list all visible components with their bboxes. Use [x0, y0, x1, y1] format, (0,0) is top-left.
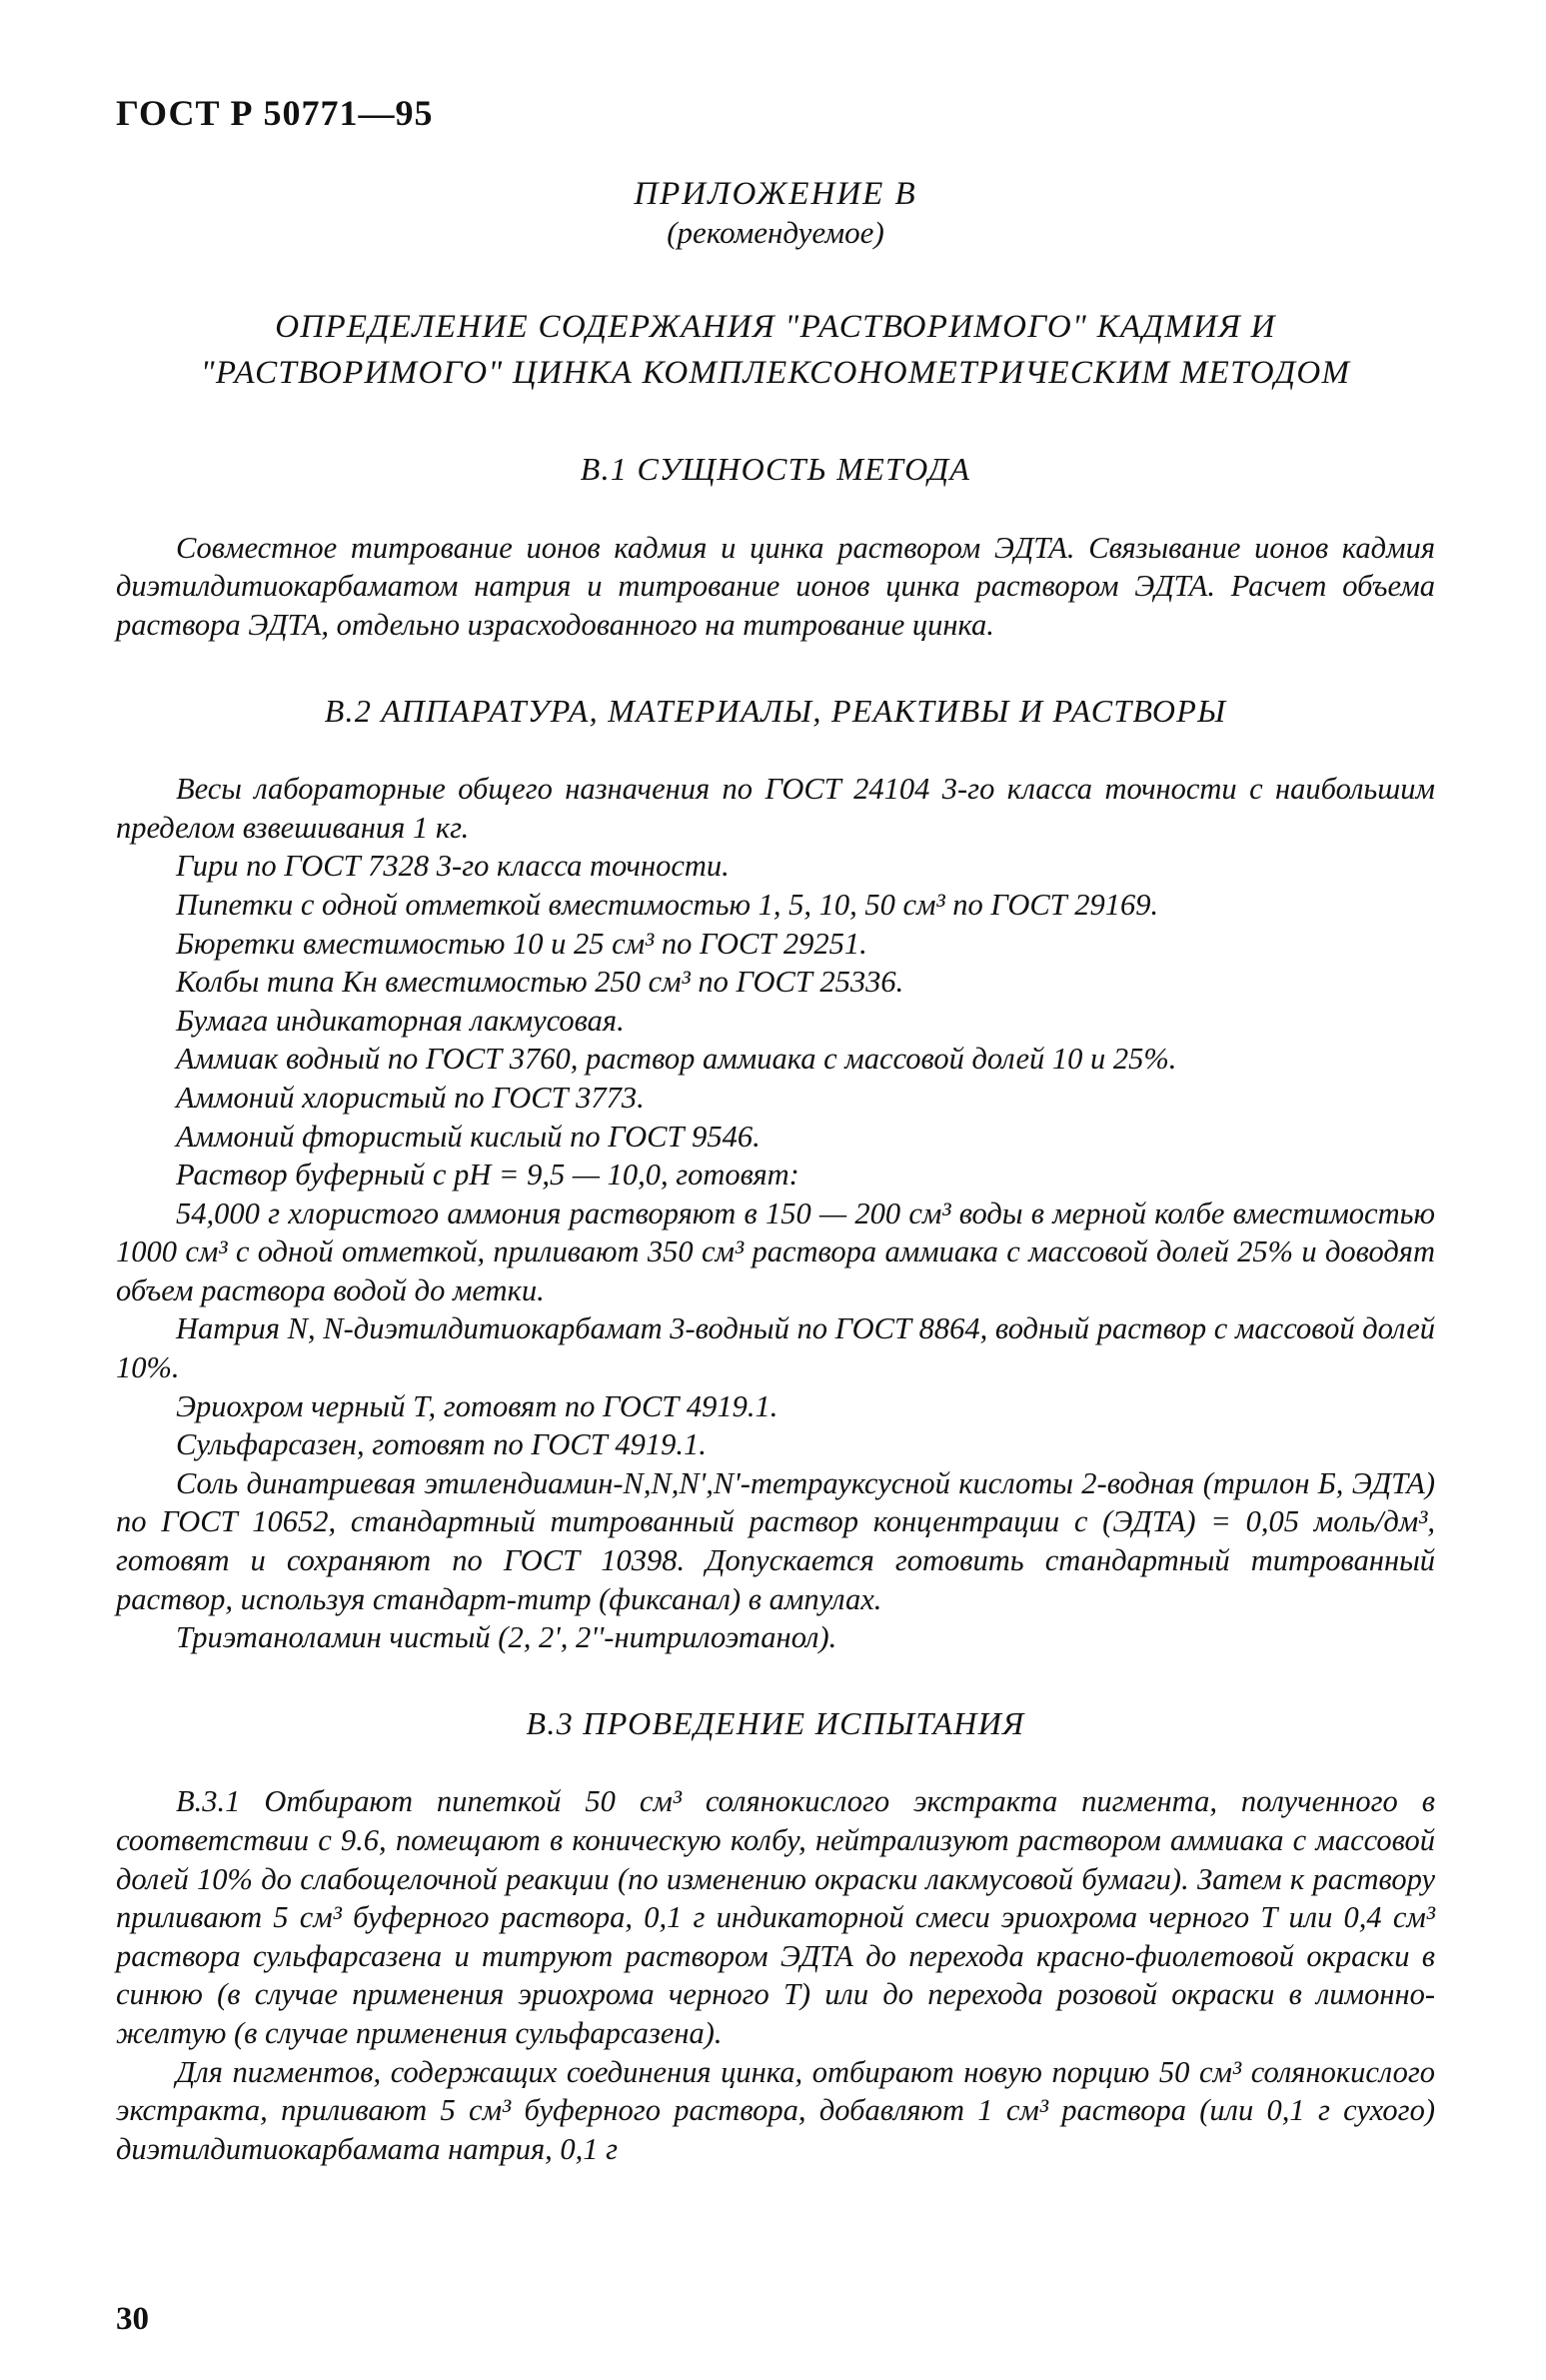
section-b3-paragraph-1: В.3.1 Отбирают пипеткой 50 см³ солянокислого экстракта пигмента, полученного в соответствии с 9.6, помещают в коническую колбу, нейтрализуют раствором аммиака с массовой долей 10% до слабощелочной реакции (по изменению окраски лакмусовой бумаги). Затем к раствору приливают 5 см³ буферного раствора, 0,1 г индикаторной смеси эриохрома черного Т или 0,4 см³ раствора сульфарсазена и титруют раствором ЭДТА до перехода красно-фиолетовой окраски в синюю (в случае применения эриохрома черного Т) или до перехода розовой окраски в лимонно-желтую (в случае применения сульфарсазена).	[116, 1784, 1435, 2050]
section-title-b3: В.3 ПРОВЕДЕНИЕ ИСПЫТАНИЯ	[526, 1704, 1025, 1741]
list-item: Аммоний фтористый кислый по ГОСТ 9546.	[176, 1119, 761, 1154]
list-item: Весы лабораторные общего назначения по ГОСТ 24104 3-го класса точности с наибольшим пределом взвешивания 1 кг.	[116, 772, 1435, 845]
list-item: Гири по ГОСТ 7328 3-го класса точности.	[176, 849, 730, 884]
list-item: Раствор буферный с pH = 9,5 — 10,0, готовят:	[176, 1158, 799, 1192]
list-item: Триэтаноламин чистый (2, 2', 2''-нитрилоэтанол).	[176, 1620, 837, 1655]
list-item: Соль динатриевая этилендиамин-N,N,N',N'-тетрауксусной кислоты 2-водная (трилон Б, ЭДТА) по ГОСТ 10652, стандартный титрованный раствор концентрации с (ЭДТА) = 0,05 моль/дм³, готовят и сохраняют по ГОСТ 10398. Допускается готовить стандартный титрованный раствор, используя стандарт-титр (фиксанал) в ампулах.	[116, 1465, 1435, 1616]
list-item: Аммиак водный по ГОСТ 3760, раствор аммиака с массовой долей 10 и 25%.	[176, 1042, 1177, 1077]
section-b1-text: Совместное титрование ионов кадмия и цинка раствором ЭДТА. Связывание ионов кадмия диэтилдитиокарбаматом натрия и титрование ионов цинка раствором ЭДТА. Расчет объема раствора ЭДТА, отдельно израсходованного на титрование цинка.	[116, 530, 1435, 642]
list-item: Натрия N, N-диэтилдитиокарбамат 3-водный по ГОСТ 8864, водный раствор с массовой долей 10%.	[116, 1311, 1435, 1385]
list-item: 54,000 г хлористого аммония растворяют в 150 — 200 см³ воды в мерной колбе вместимостью 1000 см³ с одной отметкой, приливают 350 см³ раствора аммиака с массовой долей 25% и доводят объем раствора водой до метки.	[116, 1195, 1435, 1307]
page-number: 30	[116, 2301, 149, 2337]
list-item: Эриохром черный Т, готовят по ГОСТ 4919.1.	[176, 1388, 778, 1423]
page-content	[116, 175, 1435, 2168]
section-title-b2: В.2 АППАРАТУРА, МАТЕРИАЛЫ, РЕАКТИВЫ И РАСТВОРЫ	[324, 692, 1227, 729]
list-item: Пипетки с одной отметкой вместимостью 1, 5, 10, 50 см³ по ГОСТ 29169.	[176, 887, 1159, 922]
section-b2-list	[116, 770, 1435, 1657]
standard-header: ГОСТ Р 50771—95	[116, 93, 434, 133]
appendix-title: ПРИЛОЖЕНИЕ В	[634, 176, 917, 212]
list-item: Бумага индикаторная лакмусовая.	[176, 1003, 625, 1038]
list-item: Аммоний хлористый по ГОСТ 3773.	[176, 1080, 645, 1115]
section-b3-paragraph-2: Для пигментов, содержащих соединения цинка, отбирают новую порцию 50 см³ солянокислого экстракта, приливают 5 см³ буферного раствора, добавляют 1 см³ раствора (или 0,1 г сухого) диэтилдитиокарбамата натрия, 0,1 г	[116, 2054, 1435, 2166]
section-title-b1: В.1 СУЩНОСТЬ МЕТОДА	[580, 451, 971, 488]
appendix-heading: ОПРЕДЕЛЕНИЕ СОДЕРЖАНИЯ "РАСТВОРИМОГО" КАДМИЯ И "РАСТВОРИМОГО" ЦИНКА КОМПЛЕКСОНОМЕТРИЧЕСКИМ МЕТОДОМ	[200, 309, 1351, 392]
appendix-subtitle: (рекомендуемое)	[667, 214, 884, 250]
list-item: Сульфарсазен, готовят по ГОСТ 4919.1.	[176, 1427, 707, 1462]
list-item: Бюретки вместимостью 10 и 25 см³ по ГОСТ 29251.	[176, 926, 867, 961]
list-item: Колбы типа Кн вместимостью 250 см³ по ГОСТ 25336.	[176, 965, 904, 1000]
